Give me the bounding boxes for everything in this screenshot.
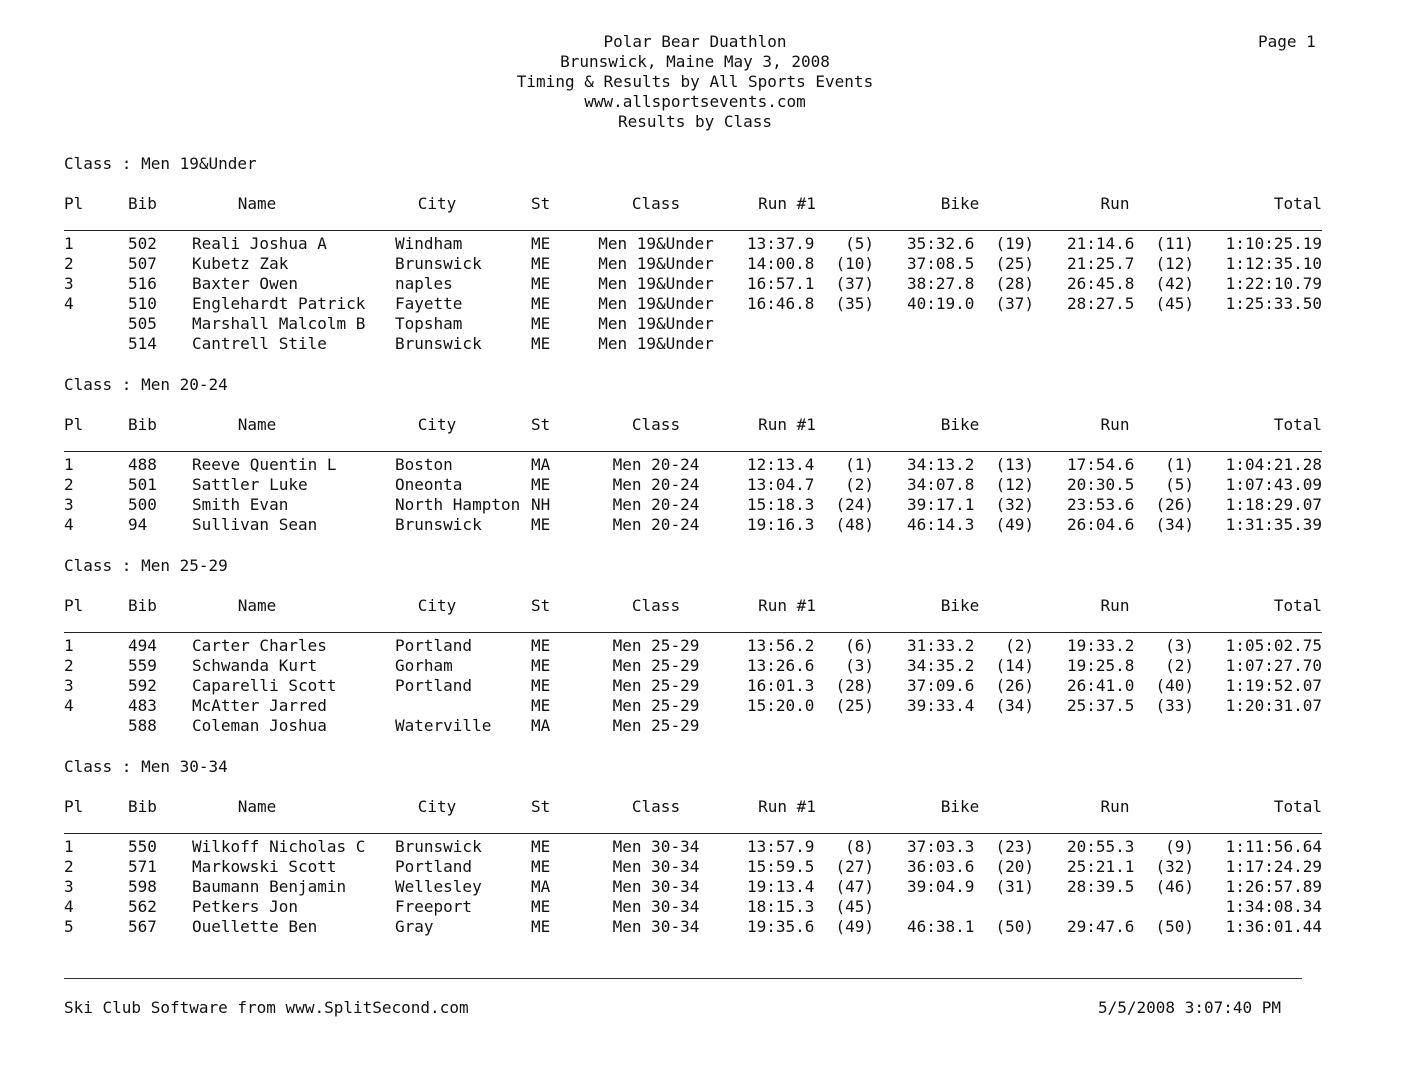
class-cell: Men 25-29 [612,676,700,695]
run1-time-cell: 15:20.0 [747,696,815,715]
run2-time-cell: 25:21.1 [1067,857,1135,876]
col-header-bib: Bib [128,797,157,816]
place-cell: 4 [64,897,74,916]
header-rule [64,632,1322,633]
name-cell: Baxter Owen [192,274,298,293]
run1-rank-cell: (35) [835,294,874,313]
col-header-bike: Bike [940,194,980,213]
bike-time-cell: 37:08.5 [907,254,975,273]
bike-rank-cell: (28) [995,274,1034,293]
total-time-cell: 1:34:08.34 [1225,897,1322,916]
col-header-bike: Bike [940,797,980,816]
run2-rank-cell: (3) [1165,636,1194,655]
name-cell: Wilkoff Nicholas C [192,837,366,856]
class-cell: Men 30-34 [612,877,700,896]
run1-rank-cell: (37) [835,274,874,293]
col-header-name: Name [237,194,277,213]
state-cell: MA [531,455,551,474]
run2-time-cell: 21:25.7 [1067,254,1135,273]
city-cell: North Hampton [395,495,521,514]
run2-time-cell: 28:27.5 [1067,294,1135,313]
col-header-st: St [531,596,551,615]
bib-cell: 488 [128,455,157,474]
results-subtitle: Results by Class [617,112,773,131]
bike-rank-cell: (37) [995,294,1034,313]
header-rule [64,230,1322,231]
run2-time-cell: 28:39.5 [1067,877,1135,896]
name-cell: Kubetz Zak [192,254,289,273]
name-cell: Baumann Benjamin [192,877,347,896]
city-cell: Wellesley [395,877,482,896]
class-cell: Men 20-24 [612,515,700,534]
place-cell: 5 [64,917,74,936]
run1-time-cell: 16:01.3 [747,676,815,695]
run2-rank-cell: (26) [1155,495,1194,514]
run1-rank-cell: (1) [845,455,874,474]
col-header-total: Total [1273,797,1322,816]
state-cell: MA [531,716,551,735]
col-header-pl: Pl [64,194,84,213]
run2-time-cell: 19:33.2 [1067,636,1135,655]
run1-rank-cell: (8) [845,837,874,856]
run2-time-cell: 20:30.5 [1067,475,1135,494]
bike-rank-cell: (25) [995,254,1034,273]
col-header-run: Run [1100,415,1130,434]
name-cell: Petkers Jon [192,897,298,916]
col-header-run: Run [1100,596,1130,615]
place-cell: 4 [64,294,74,313]
run2-time-cell: 20:55.3 [1067,837,1135,856]
page-number: Page 1 [1258,32,1316,51]
run1-time-cell: 13:37.9 [747,234,815,253]
place-cell: 2 [64,656,74,675]
state-cell: ME [531,254,551,273]
run2-time-cell: 25:37.5 [1067,696,1135,715]
run2-time-cell: 23:53.6 [1067,495,1135,514]
class-cell: Men 30-34 [612,837,700,856]
run1-rank-cell: (24) [835,495,874,514]
run2-time-cell: 21:14.6 [1067,234,1135,253]
state-cell: ME [531,294,551,313]
run1-rank-cell: (2) [845,475,874,494]
bike-time-cell: 34:07.8 [907,475,975,494]
col-header-run1: Run #1 [758,797,816,816]
col-header-st: St [531,797,551,816]
city-cell: Portland [395,857,473,876]
state-cell: ME [531,897,551,916]
name-cell: Marshall Malcolm B [192,314,366,333]
footer-software-credit: Ski Club Software from www.SplitSecond.com [64,998,469,1017]
state-cell: ME [531,475,551,494]
name-cell: Sullivan Sean [192,515,318,534]
class-cell: Men 25-29 [612,696,700,715]
bib-cell: 588 [128,716,157,735]
total-time-cell: 1:07:27.70 [1225,656,1322,675]
col-header-run: Run [1100,797,1130,816]
bike-time-cell: 40:19.0 [907,294,975,313]
total-time-cell: 1:26:57.89 [1225,877,1322,896]
total-time-cell: 1:22:10.79 [1225,274,1322,293]
run1-rank-cell: (45) [835,897,874,916]
city-cell: Gray [395,917,434,936]
total-time-cell: 1:18:29.07 [1225,495,1322,514]
state-cell: ME [531,334,551,353]
total-time-cell: 1:17:24.29 [1225,857,1322,876]
col-header-name: Name [237,596,277,615]
place-cell: 3 [64,495,74,514]
class-cell: Men 19&Under [598,234,714,253]
city-cell: Waterville [395,716,492,735]
name-cell: Ouellette Ben [192,917,318,936]
bib-cell: 500 [128,495,157,514]
col-header-pl: Pl [64,596,84,615]
run1-time-cell: 13:04.7 [747,475,815,494]
bike-rank-cell: (14) [995,656,1034,675]
col-header-st: St [531,194,551,213]
bib-cell: 516 [128,274,157,293]
total-time-cell: 1:10:25.19 [1225,234,1322,253]
col-header-bib: Bib [128,596,157,615]
run2-rank-cell: (50) [1155,917,1194,936]
class-cell: Men 20-24 [612,475,700,494]
state-cell: NH [531,495,551,514]
city-cell: Boston [395,455,453,474]
bib-cell: 483 [128,696,157,715]
class-heading: Class : Men 25-29 [64,556,228,575]
run1-rank-cell: (5) [845,234,874,253]
state-cell: ME [531,234,551,253]
place-cell: 3 [64,274,74,293]
col-header-bib: Bib [128,415,157,434]
class-heading: Class : Men 20-24 [64,375,228,394]
run1-rank-cell: (27) [835,857,874,876]
name-cell: Cantrell Stile [192,334,327,353]
place-cell: 2 [64,857,74,876]
bike-rank-cell: (2) [1005,636,1034,655]
run1-time-cell: 19:13.4 [747,877,815,896]
header-rule [64,833,1322,834]
city-cell: Brunswick [395,515,482,534]
run1-time-cell: 16:46.8 [747,294,815,313]
total-time-cell: 1:12:35.10 [1225,254,1322,273]
col-header-bib: Bib [128,194,157,213]
run2-rank-cell: (46) [1155,877,1194,896]
bike-time-cell: 39:33.4 [907,696,975,715]
city-cell: Freeport [395,897,473,916]
run1-time-cell: 18:15.3 [747,897,815,916]
run2-time-cell: 26:41.0 [1067,676,1135,695]
run2-time-cell: 17:54.6 [1067,455,1135,474]
class-cell: Men 30-34 [612,897,700,916]
place-cell: 1 [64,455,74,474]
class-cell: Men 19&Under [598,254,714,273]
bib-cell: 502 [128,234,157,253]
class-cell: Men 25-29 [612,636,700,655]
bike-rank-cell: (12) [995,475,1034,494]
state-cell: ME [531,274,551,293]
class-cell: Men 25-29 [612,656,700,675]
state-cell: ME [531,676,551,695]
run2-time-cell: 29:47.6 [1067,917,1135,936]
run1-time-cell: 15:59.5 [747,857,815,876]
footer-divider [64,978,1302,979]
total-time-cell: 1:19:52.07 [1225,676,1322,695]
bib-cell: 592 [128,676,157,695]
total-time-cell: 1:20:31.07 [1225,696,1322,715]
run2-rank-cell: (32) [1155,857,1194,876]
run1-time-cell: 12:13.4 [747,455,815,474]
class-cell: Men 19&Under [598,274,714,293]
bib-cell: 562 [128,897,157,916]
run2-rank-cell: (34) [1155,515,1194,534]
footer-timestamp: 5/5/2008 3:07:40 PM [1098,998,1282,1017]
total-time-cell: 1:25:33.50 [1225,294,1322,313]
name-cell: Reeve Quentin L [192,455,337,474]
city-cell: Gorham [395,656,453,675]
place-cell: 4 [64,515,74,534]
event-location-date: Brunswick, Maine May 3, 2008 [560,52,830,71]
bike-time-cell: 38:27.8 [907,274,975,293]
state-cell: ME [531,837,551,856]
col-header-name: Name [237,415,277,434]
bike-time-cell: 39:04.9 [907,877,975,896]
class-cell: Men 19&Under [598,294,714,313]
run2-rank-cell: (2) [1165,656,1194,675]
bike-time-cell: 37:09.6 [907,676,975,695]
run2-rank-cell: (11) [1155,234,1194,253]
run1-rank-cell: (25) [835,696,874,715]
name-cell: McAtter Jarred [192,696,327,715]
run1-time-cell: 13:57.9 [747,837,815,856]
bib-cell: 598 [128,877,157,896]
place-cell: 2 [64,254,74,273]
state-cell: MA [531,877,551,896]
city-cell: Oneonta [395,475,463,494]
col-header-bike: Bike [940,415,980,434]
run1-rank-cell: (49) [835,917,874,936]
bib-cell: 567 [128,917,157,936]
col-header-pl: Pl [64,797,84,816]
state-cell: ME [531,515,551,534]
state-cell: ME [531,636,551,655]
bike-rank-cell: (13) [995,455,1034,474]
col-header-bike: Bike [940,596,980,615]
class-cell: Men 20-24 [612,495,700,514]
bib-cell: 510 [128,294,157,313]
state-cell: ME [531,656,551,675]
run2-rank-cell: (45) [1155,294,1194,313]
run2-time-cell: 26:04.6 [1067,515,1135,534]
run2-rank-cell: (42) [1155,274,1194,293]
state-cell: ME [531,696,551,715]
name-cell: Sattler Luke [192,475,308,494]
city-cell: naples [395,274,453,293]
class-heading: Class : Men 30-34 [64,757,228,776]
col-header-st: St [531,415,551,434]
run2-rank-cell: (33) [1155,696,1194,715]
bike-rank-cell: (20) [995,857,1034,876]
col-header-run1: Run #1 [758,596,816,615]
total-time-cell: 1:05:02.75 [1225,636,1322,655]
bike-time-cell: 37:03.3 [907,837,975,856]
bike-rank-cell: (34) [995,696,1034,715]
city-cell: Fayette [395,294,463,313]
col-header-city: City [417,415,457,434]
run1-rank-cell: (3) [845,656,874,675]
city-cell: Portland [395,676,473,695]
bike-rank-cell: (26) [995,676,1034,695]
bike-time-cell: 34:13.2 [907,455,975,474]
event-title: Polar Bear Duathlon [603,32,787,51]
bib-cell: 505 [128,314,157,333]
total-time-cell: 1:36:01.44 [1225,917,1322,936]
bib-cell: 514 [128,334,157,353]
bike-time-cell: 31:33.2 [907,636,975,655]
name-cell: Markowski Scott [192,857,337,876]
col-header-total: Total [1273,194,1322,213]
col-header-city: City [417,194,457,213]
bike-rank-cell: (32) [995,495,1034,514]
run1-rank-cell: (10) [835,254,874,273]
run1-rank-cell: (48) [835,515,874,534]
bike-time-cell: 46:14.3 [907,515,975,534]
col-header-name: Name [237,797,277,816]
name-cell: Schwanda Kurt [192,656,318,675]
bib-cell: 94 [128,515,148,534]
total-time-cell: 1:07:43.09 [1225,475,1322,494]
run2-time-cell: 26:45.8 [1067,274,1135,293]
header-rule [64,451,1322,452]
col-header-run1: Run #1 [758,194,816,213]
run2-time-cell: 19:25.8 [1067,656,1135,675]
class-cell: Men 20-24 [612,455,700,474]
name-cell: Reali Joshua A [192,234,327,253]
col-header-class: Class [631,194,681,213]
run1-time-cell: 14:00.8 [747,254,815,273]
run2-rank-cell: (1) [1165,455,1194,474]
bike-time-cell: 36:03.6 [907,857,975,876]
city-cell: Brunswick [395,254,482,273]
bike-time-cell: 46:38.1 [907,917,975,936]
class-cell: Men 19&Under [598,314,714,333]
col-header-run: Run [1100,194,1130,213]
place-cell: 1 [64,234,74,253]
run1-rank-cell: (28) [835,676,874,695]
run1-rank-cell: (47) [835,877,874,896]
col-header-total: Total [1273,415,1322,434]
bike-time-cell: 39:17.1 [907,495,975,514]
name-cell: Carter Charles [192,636,327,655]
run1-time-cell: 19:16.3 [747,515,815,534]
bike-time-cell: 34:35.2 [907,656,975,675]
bib-cell: 571 [128,857,157,876]
city-cell: Topsham [395,314,463,333]
class-heading: Class : Men 19&Under [64,154,257,173]
class-cell: Men 19&Under [598,334,714,353]
bike-rank-cell: (50) [995,917,1034,936]
col-header-pl: Pl [64,415,84,434]
place-cell: 1 [64,636,74,655]
name-cell: Coleman Joshua [192,716,327,735]
state-cell: ME [531,917,551,936]
bike-rank-cell: (49) [995,515,1034,534]
timing-website: www.allsportsevents.com [584,92,806,111]
place-cell: 4 [64,696,74,715]
state-cell: ME [531,857,551,876]
run2-rank-cell: (40) [1155,676,1194,695]
col-header-class: Class [631,415,681,434]
run1-time-cell: 19:35.6 [747,917,815,936]
bike-rank-cell: (23) [995,837,1034,856]
place-cell: 2 [64,475,74,494]
run1-time-cell: 13:26.6 [747,656,815,675]
run1-time-cell: 15:18.3 [747,495,815,514]
place-cell: 3 [64,877,74,896]
total-time-cell: 1:11:56.64 [1225,837,1322,856]
col-header-run1: Run #1 [758,415,816,434]
col-header-city: City [417,596,457,615]
name-cell: Caparelli Scott [192,676,337,695]
city-cell: Brunswick [395,334,482,353]
col-header-class: Class [631,797,681,816]
bib-cell: 550 [128,837,157,856]
total-time-cell: 1:04:21.28 [1225,455,1322,474]
class-cell: Men 25-29 [612,716,700,735]
bib-cell: 501 [128,475,157,494]
run1-time-cell: 13:56.2 [747,636,815,655]
col-header-total: Total [1273,596,1322,615]
state-cell: ME [531,314,551,333]
run1-time-cell: 16:57.1 [747,274,815,293]
col-header-city: City [417,797,457,816]
col-header-class: Class [631,596,681,615]
bib-cell: 507 [128,254,157,273]
city-cell: Portland [395,636,473,655]
place-cell: 3 [64,676,74,695]
bib-cell: 494 [128,636,157,655]
run1-rank-cell: (6) [845,636,874,655]
city-cell: Windham [395,234,463,253]
bike-time-cell: 35:32.6 [907,234,975,253]
run2-rank-cell: (12) [1155,254,1194,273]
run2-rank-cell: (9) [1165,837,1194,856]
name-cell: Smith Evan [192,495,289,514]
bib-cell: 559 [128,656,157,675]
bike-rank-cell: (31) [995,877,1034,896]
name-cell: Englehardt Patrick [192,294,366,313]
class-cell: Men 30-34 [612,857,700,876]
city-cell: Brunswick [395,837,482,856]
timing-credit: Timing & Results by All Sports Events [516,72,874,91]
class-cell: Men 30-34 [612,917,700,936]
place-cell: 1 [64,837,74,856]
bike-rank-cell: (19) [995,234,1034,253]
run2-rank-cell: (5) [1165,475,1194,494]
total-time-cell: 1:31:35.39 [1225,515,1322,534]
